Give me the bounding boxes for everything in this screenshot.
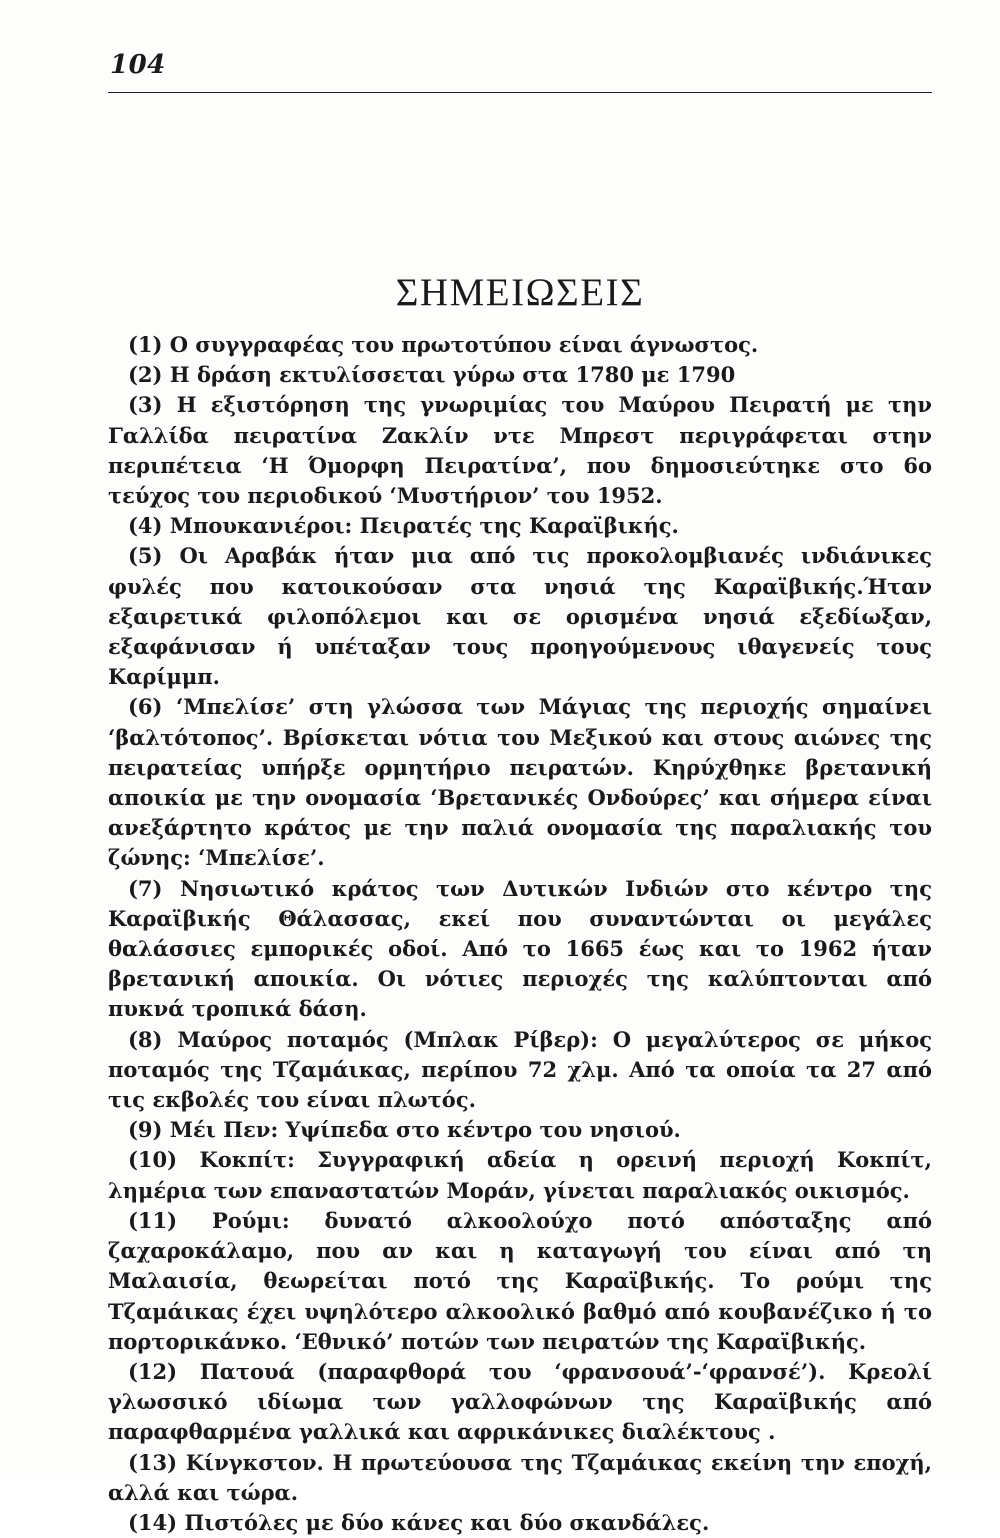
note-14: (14) Πιστόλες με δύο κάνες και δύο σκανδάλες. [128,1509,710,1535]
note-12: (12) Πατουά (παραφθορά του ‘φρανσουά’-‘φρανσέ’). Κρεολί γλωσσικό ιδίωμα των γαλλοφώνων της Καραϊβικής από παραφθαρμένα γαλλικά και αφρικάνικες διαλέκτους . [108,1358,932,1445]
note-7: (7) Νησιωτικό κράτος των Δυτικών Ινδιών στο κέντρο της Καραϊβικής Θάλασσας, εκεί που συναντώνται οι μεγάλες θαλάσσιες εμπορικές οδοί. Από το 1665 έως και το 1962 ήταν βρετανική αποικία. Οι νότιες περιοχές της καλύπτονται από πυκνά τροπικά δάση. [108,875,932,1022]
note-9: (9) Μέι Πεν: Υψίπεδα στο κέντρο του νησιού. [128,1117,681,1143]
note-10: (10) Κοκπίτ: Συγγραφική αδεία η ορεινή περιοχή Κοκπίτ, λημέρια των επαναστατών Μοράν, γίνεται παραλιακός οικισμός. [108,1147,932,1203]
note-2: (2) Η δράση εκτυλίσσεται γύρω στα 1780 με 1790 [128,362,736,388]
note-8: (8) Μαύρος ποταμός (Μπλακ Ρίβερ): Ο μεγαλύτερος σε μήκος ποταμός της Τζαμάικας, περίπου 72 χλμ. Από τα οποία τα 27 από τις εκβολές του είναι πλωτός. [108,1026,932,1113]
notes-list [108,330,932,1538]
header-rule [108,92,932,93]
page-number: 104 [110,50,166,80]
note-1: (1) Ο συγγραφέας του πρωτοτύπου είναι άγνωστος. [128,332,759,357]
note-5: (5) Οι Αραβάκ ήταν μια από τις προκολομβιανές ινδιάνικες φυλές που κατοικούσαν στα νησιά της Καραϊβικής.Ήταν εξαιρετικά φιλοπόλεμοι και σε ορισμένα νησιά εξεδίωξαν, εξαφάνισαν ή υπέταξαν τους προηγούμενους ιθαγενείς τους Καρίμμπ. [108,543,932,690]
page-title: ΣΗΜΕΙΩΣΕΙΣ [395,271,645,314]
note-11: (11) Ρούμι: δυνατό αλκοολούχο ποτό απόσταξης από ζαχαροκάλαμο, που αν και η καταγωγή του είναι από τη Μαλαισία, θεωρείται ποτό της Καραϊβικής. Το ρούμι της Τζαμάικας έχει υψηλότερο αλκοολικό βαθμό από κουβανέζικο ή το πορτορικάνκο. ‘Εθνικό’ ποτών των πειρατών της Καραϊβικής. [108,1207,932,1354]
note-3: (3) Η εξιστόρηση της γνωριμίας του Μαύρου Πειρατή με την Γαλλίδα πειρατίνα Ζακλίν ντε Μπρεστ περιγράφεται στην περιπέτεια ‘Η Όμορφη Πειρατίνα’, που δημοσιεύτηκε στο 6ο τεύχος του περιοδικού ‘Μυστήριον’ του 1952. [108,392,932,509]
note-6: (6) ‘Μπελίσε’ στη γλώσσα των Μάγιας της περιοχής σημαίνει ‘βαλτότοπος’. Βρίσκεται νότια του Μεξικού και στους αιώνες της πειρατείας υπήρξε ορμητήριο πειρατών. Κηρύχθηκε βρετανική αποικία με την ονομασία ‘Βρετανικές Ονδούρες’ και σήμερα είναι ανεξάρτητο κράτος με την παλιά ονομασία της παραλιακής του ζώνης: ‘Μπελίσε’. [108,694,932,871]
note-4: (4) Μπουκανιέροι: Πειρατές της Καραϊβικής. [128,513,679,539]
note-13: (13) Κίνγκστον. Η πρωτεύουσα της Τζαμάικας εκείνη την εποχή, αλλά και τώρα. [108,1449,932,1505]
